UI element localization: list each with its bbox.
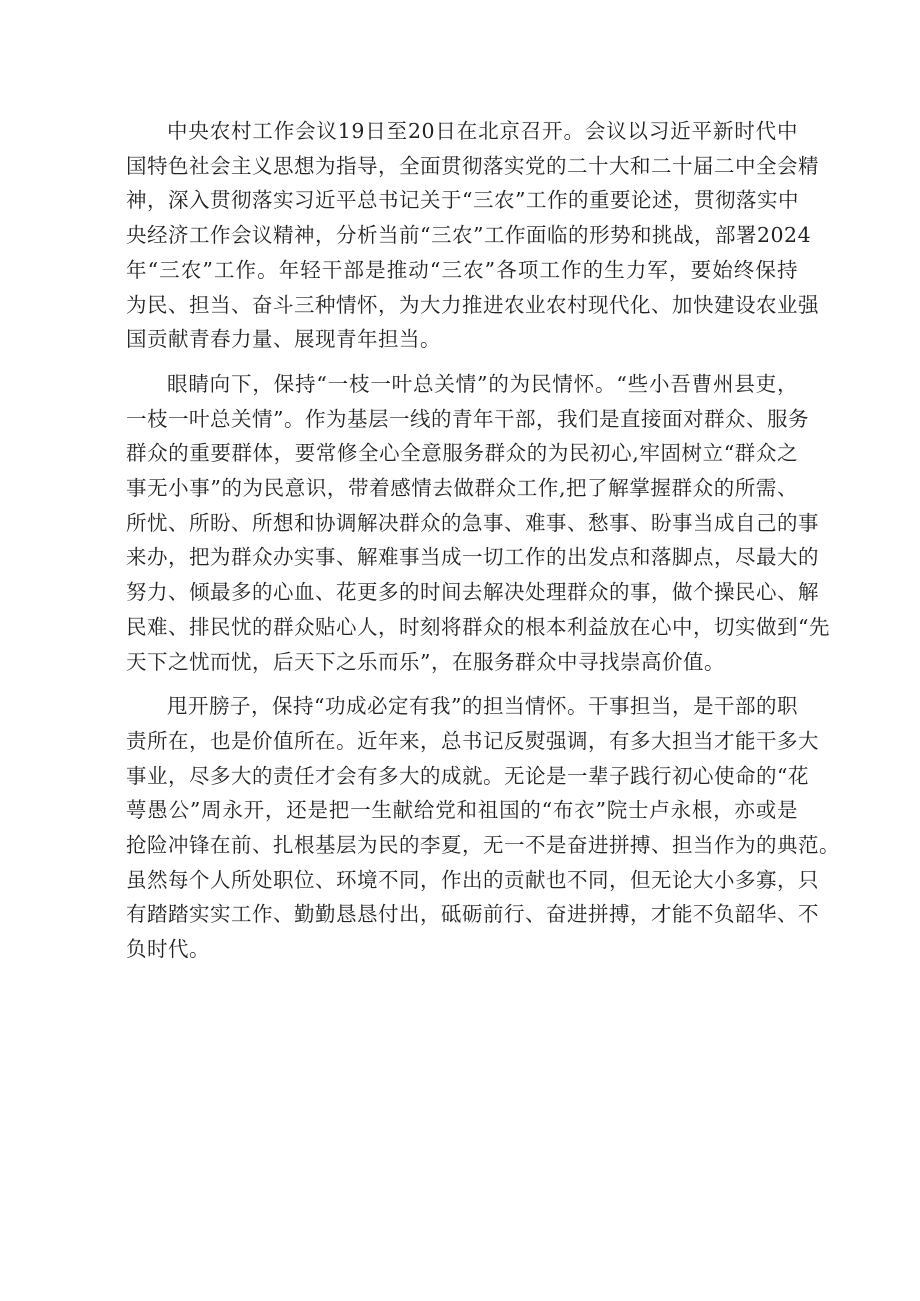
paragraph-line: 群众的重要群体，要常修全心全意服务群众的为民初心,牢固树立“群众之	[126, 441, 798, 466]
paragraph-line: 眼睛向下，保持“一枝一叶总关情”的为民情怀。“些小吾曹州县吏，	[167, 371, 798, 396]
paragraph-2	[126, 367, 830, 679]
paragraph-line: 努力、倾最多的心血、花更多的时间去解决处理群众的事，做个操民心、解	[126, 580, 819, 605]
paragraph-line: 负时代。	[126, 937, 210, 962]
paragraph-line: 年“三农”工作。年轻干部是推动“三农”各项工作的生力军，要始终保持	[126, 257, 798, 282]
paragraph-line: 来办，把为群众办实事、解难事当成一切工作的出发点和落脚点，尽最大的	[126, 545, 819, 570]
paragraph-line: 国贡献青春力量、展现青年担当。	[126, 327, 441, 352]
paragraph-line: 民难、排民忧的群众贴心人，时刻将群众的根本利益放在心中，切实做到“先	[126, 614, 830, 639]
paragraph-line: 为民、担当、奋斗三种情怀，为大力推进农业农村现代化、加快建设农业强	[126, 292, 819, 317]
paragraph-line: 甩开膀子，保持“功成必定有我”的担当情怀。干事担当，是干部的职	[167, 694, 798, 719]
paragraph-line: 萼愚公”周永开，还是把一生献给党和祖国的“布衣”院士卢永根，亦或是	[126, 798, 798, 823]
paragraph-line: 一枝一叶总关情”。作为基层一线的青年干部，我们是直接面对群众、服务	[126, 406, 809, 431]
paragraph-line: 中央农村工作会议19日至20日在北京召开。会议以习近平新时代中	[167, 119, 798, 143]
paragraph-line: 所忧、所盼、所想和协调解决群众的急事、难事、愁事、盼事当成自己的事	[126, 510, 819, 535]
paragraph-line: 虽然每个人所处职位、环境不同，作出的贡献也不同，但无论大小多寡，只	[126, 867, 819, 892]
paragraph-1	[126, 114, 819, 357]
paragraph-line: 抢险冲锋在前、扎根基层为民的李夏，无一不是奋进拼搏、担当作为的典范。	[126, 833, 840, 858]
paragraph-line: 国特色社会主义思想为指导，全面贯彻落实党的二十大和二十届二中全会精	[126, 153, 819, 178]
paragraph-3	[126, 689, 840, 967]
paragraph-line: 责所在，也是价值所在。近年来，总书记反熨强调，有多大担当才能干多大	[126, 728, 819, 753]
paragraph-line: 神，深入贯彻落实习近平总书记关于“三农”工作的重要论述，贯彻落实中	[126, 188, 799, 213]
paragraph-line: 事业，尽多大的责任才会有多大的成就。无论是一辈子践行初心使命的“花	[126, 763, 809, 788]
paragraph-line: 事无小事”的为民意识，带着感情去做群众工作,把了解掌握群众的所需、	[126, 476, 798, 501]
paragraph-line: 天下之忧而忧，后天下之乐而乐”，在服务群众中寻找崇高价值。	[126, 649, 725, 674]
paragraph-line: 有踏踏实实工作、勤勤恳恳付出，砥砺前行、奋进拼搏，才能不负韶华、不	[126, 902, 819, 927]
paragraph-line: 央经济工作会议精神，分析当前“三农”工作面临的形势和挑战，部署2024	[126, 223, 812, 248]
